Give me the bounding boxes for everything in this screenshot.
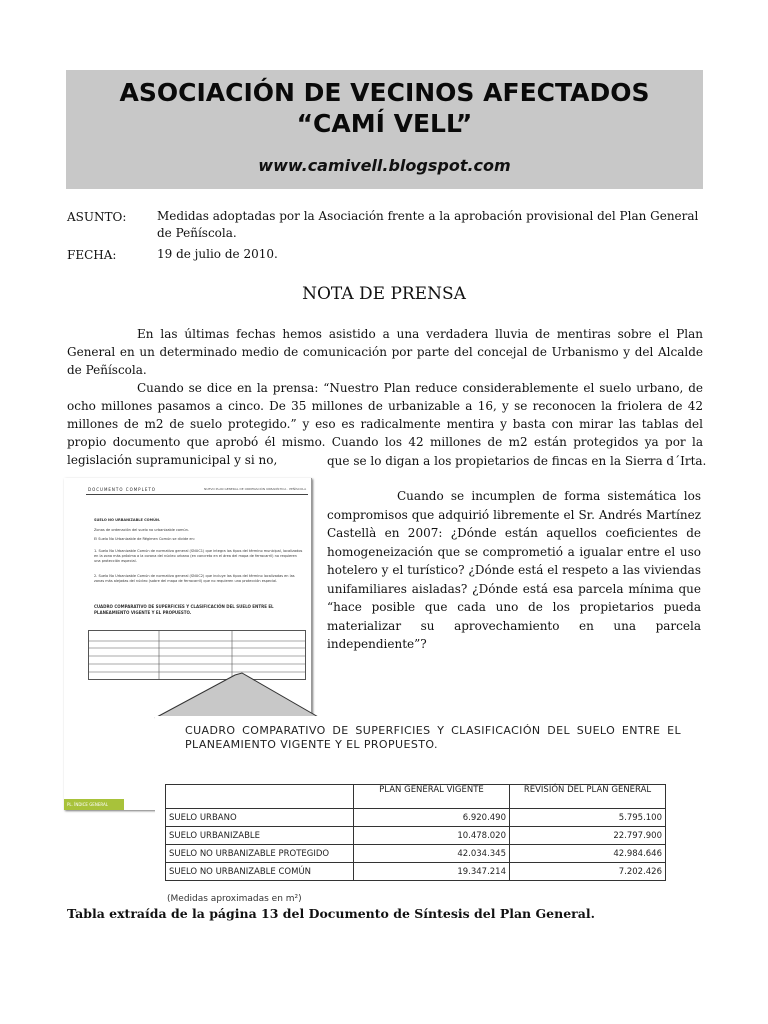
paragraph-3: Cuando se incumplen de forma sistemática los compromisos que adquirió libremente el Sr. Andrés Martínez Castellà en 2007: ¿Dónde están aquellos coeficientes de homogeneización que se comprometió a igualar entre el uso hotelero y el turístico? ¿Dónde está el respeto a las viviendas unifamiliares aisladas? ¿Dónde está esa parcela mínima que “hace posible que cada uno de los propietarios pueda materializar su aprovechamiento en una parcela independiente”? [327,489,701,651]
table-header-revision: REVISIÓN DEL PLAN GENERAL [510,785,666,809]
row-vigente: 6.920.490 [354,809,510,827]
paragraph-2-end: que se lo digan a los propietarios de fincas en la Sierra d´Irta. [327,454,707,468]
blog-url: www.camivell.blogspot.com [258,156,511,175]
fecha-label: FECHA: [67,248,117,262]
row-vigente: 10.478.020 [354,827,510,845]
paragraph-1: En las últimas fechas hemos asistido a una verdadera lluvia de mentiras sobre el Plan General en un determinado medio de comunicación por parte del concejal de Urbanismo y del Alcalde de Peñíscola. [67,327,703,377]
thumb-rule [86,494,308,495]
thumb-footer-text: PL. ÍNDICE GENERAL [67,802,108,807]
row-revision: 42.984.646 [510,845,666,863]
table-row [166,827,666,845]
thumb-line-2: El Suelo No Urbanizable de Régimen Común se divide en: [94,537,195,541]
comparison-table-zoom [155,716,690,906]
asunto-label: ASUNTO: [67,210,127,224]
thumb-line-1: Zonas de ordenación del suelo no urbanizable común. [94,528,189,532]
table-header-empty [166,785,354,809]
row-label: SUELO URBANIZABLE [166,827,354,845]
row-label: SUELO URBANO [166,809,354,827]
row-vigente: 42.034.345 [354,845,510,863]
comparison-table [165,784,666,881]
thumb-doc-sub: NUEVO PLAN GENERAL DE ORDENACIÓN URBANÍSTICA · PEÑÍSCOLA [204,487,307,491]
table-header-vigente: PLAN GENERAL VIGENTE [354,785,510,809]
association-name: “CAMÍ VELL” [296,109,473,138]
thumb-doc-head: DOCUMENTO COMPLETO [88,487,156,492]
thumb-footer-bar [64,799,124,810]
table-title: CUADRO COMPARATIVO DE SUPERFICIES Y CLASIFICACIÓN DEL SUELO ENTRE EL PLANEAMIENTO VIGENTE Y EL PROPUESTO. [185,724,681,751]
thumb-item-2: 2. Suelo No Urbanizable Común de normativa general (SNUC2) que incluye las tipos del término localizadas en las zonas más alejadas del núcleo (sobre del mapa de ferrocarril) que no requieren una protección especial. [94,574,295,583]
table-header-row [166,785,666,809]
row-revision: 7.202.426 [510,863,666,881]
row-label: SUELO NO URBANIZABLE COMÚN [166,863,354,881]
thumb-heading-2: CUADRO COMPARATIVO DE SUPERFICIES Y CLASIFICACIÓN DEL SUELO ENTRE EL PLANEAMIENTO VIGENTE Y EL PROPUESTO. [94,604,274,615]
fecha-text: 19 de julio de 2010. [157,247,278,261]
table-caption: Tabla extraída de la página 13 del Documento de Síntesis del Plan General. [67,906,595,921]
association-title: ASOCIACIÓN DE VECINOS AFECTADOS [119,78,650,107]
press-release-title: NOTA DE PRENSA [302,284,466,304]
paragraph-2: Cuando se dice en la prensa: “Nuestro Plan reduce considerablemente el suelo urbano, de ocho millones pasamos a cinco. De 35 millones de urbanizable a 16, y se reconocen la friolera de 42 millones de m2 de suelo protegido.” y eso es radicalmente mentira y basta con mirar las tablas del propio documento que aprobó él mismo. Cuando los 42 millones de m2 están protegidos ya por la legislación supramunicipal y si no, [67,381,703,467]
thumb-heading-1: SUELO NO URBANIZABLE COMÚN. [94,518,161,522]
table-row [166,809,666,827]
row-label: SUELO NO URBANIZABLE PROTEGIDO [166,845,354,863]
table-row [166,845,666,863]
asunto-text: Medidas adoptadas por la Asociación frente a la aprobación provisional del Plan General de Peñíscola. [157,209,699,240]
table-note: (Medidas aproximadas en m²) [167,894,302,904]
row-revision: 22.797.900 [510,827,666,845]
row-revision: 5.795.100 [510,809,666,827]
row-vigente: 19.347.214 [354,863,510,881]
table-row [166,863,666,881]
header-banner [66,70,703,189]
thumb-item-1: 1. Suelo No Urbanizable Común de normativa general (SNUC1) que integra los tipos del término municipal, localizados en la zona más próxima a la corona del núcleo urbano (en concreto en el área del mapa de ferrocarril) no requieren una protección especial. [94,549,303,563]
